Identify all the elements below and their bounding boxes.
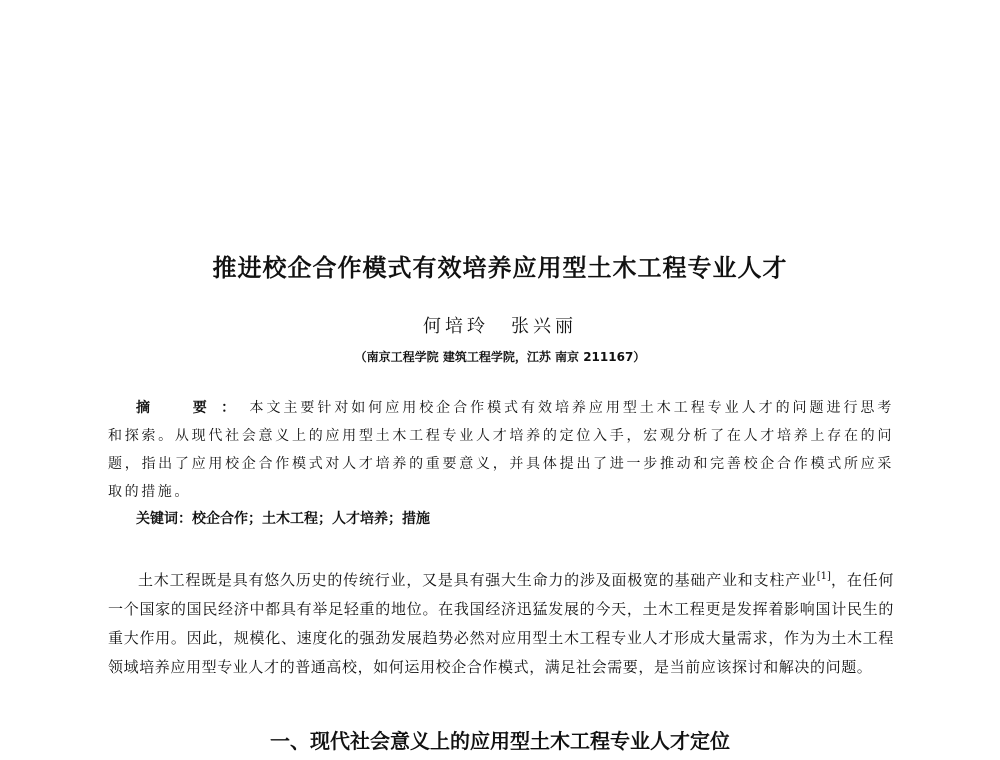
section-heading: 一、现代社会意义上的应用型土木工程专业人才定位 xyxy=(270,729,730,753)
authors: 何培玲 张兴丽 xyxy=(423,316,577,337)
reference-marker[interactable]: [1] xyxy=(816,571,831,582)
intro-text-after-ref: ，在任何一个国家的国民经济中都具有举足轻重的地位。在我国经济迅猛发展的今天，土木工程更是发挥着影响国计民生的重大作用。因此，规模化、速度化的强劲发展趋势必然对应用型土木工程专业人才形成大量需求，作为为土木工程领域培养应用型专业人才的普通高校，如何运用校企合作模式，满足社会需要，是当前应该探讨和解决的问题。 xyxy=(108,571,894,676)
keywords xyxy=(136,505,896,533)
keywords-label: 关键词： xyxy=(136,511,192,527)
abstract xyxy=(108,394,894,506)
abstract-label: 摘 要： xyxy=(136,400,250,416)
intro-paragraph xyxy=(108,562,894,682)
intro-text-before-ref: 土木工程既是具有悠久历史的传统行业，又是具有强大生命力的涉及面极宽的基础产业和支柱产业 xyxy=(138,571,817,589)
abstract-text: 本文主要针对如何应用校企合作模式有效培养应用型土木工程专业人才的问题进行思考和探索。从现代社会意义上的应用型土木工程专业人才培养的定位入手，宏观分析了在人才培养上存在的问题，指出了应用校企合作模式对人才培养的重要意义，并具体提出了进一步推动和完善校企合作模式所应采取的措施。 xyxy=(108,400,894,500)
paper-title: 推进校企合作模式有效培养应用型土木工程专业人才 xyxy=(212,254,788,282)
keywords-text: 校企合作；土木工程；人才培养；措施 xyxy=(192,511,430,527)
affiliation: （南京工程学院 建筑工程学院，江苏 南京 211167） xyxy=(354,350,646,364)
